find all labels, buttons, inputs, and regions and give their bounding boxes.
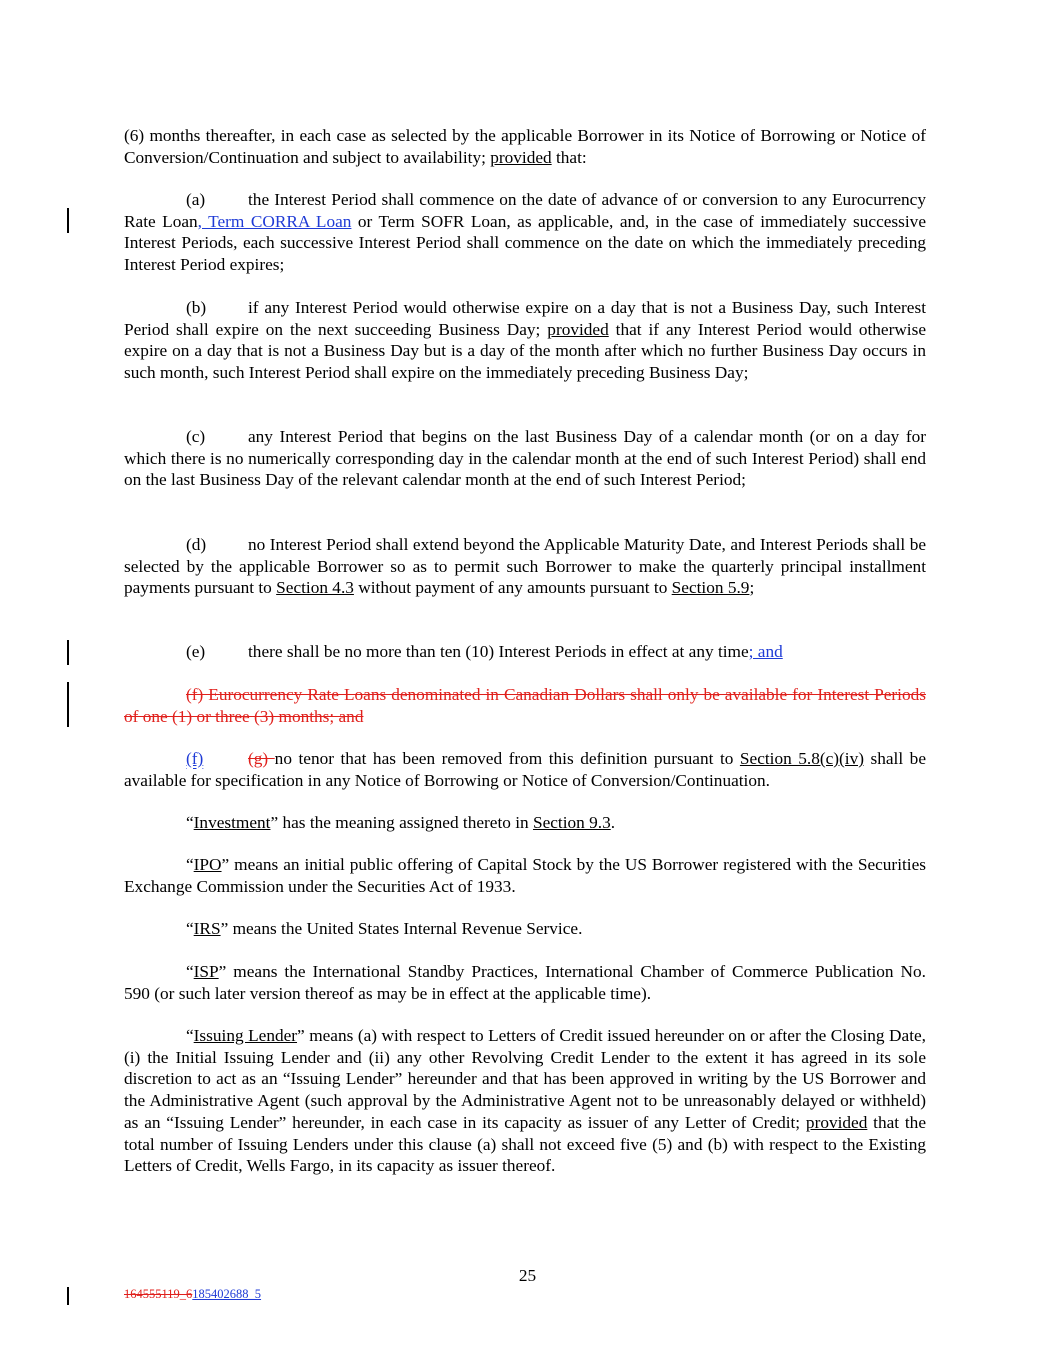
page-number: 25: [518, 1266, 537, 1285]
deleted-clause-label: (g): [248, 749, 275, 768]
definition-investment: “Investment” has the meaning assigned thereto in Section 9.3.: [186, 813, 616, 832]
provided-term: provided: [547, 319, 609, 339]
change-bar: [67, 682, 69, 727]
paragraph-continuation: (6) months thereafter, in each case as selected by the applicable Borrower in its Notice of Borrowing or Notice of Conversion/Continuation and subject to availability; provided that:: [124, 126, 926, 167]
section-reference[interactable]: Section 5.8(c)(iv): [739, 749, 864, 768]
defined-term: IPO: [193, 855, 222, 874]
definition-ipo: “IPO” means an initial public offering of Capital Stock by the US Borrower registered with the Securities Exchange Commission under the Securities Act of 1933.: [124, 855, 926, 896]
section-reference[interactable]: Section 5.9: [671, 578, 750, 598]
inserted-text: ; and: [748, 642, 783, 661]
inserted-doc-id: 185402688_5: [192, 1287, 262, 1301]
change-bar: [67, 1287, 69, 1305]
clause-e: (e) there shall be no more than ten (10) Interest Periods in effect at any time; and: [186, 642, 783, 661]
clause-f: (f) (g) no tenor that has been removed from this definition pursuant to Section 5.8(c)(iv) shall be available for specification in any Notice of Borrowing or Notice of Conversion/Continuation.: [124, 749, 926, 790]
defined-term: Investment: [193, 813, 271, 832]
clause-d: (d) no Interest Period shall extend beyond the Applicable Maturity Date, and Interest Periods shall be selected by the applicable Borrower so as to permit such Borrower to make the quarterly principal installment payments pursuant to Section 4.3 without payment of any amounts pursuant to Section 5.9;: [124, 535, 926, 598]
clause-label: (b): [186, 298, 207, 317]
defined-term: ISP: [193, 962, 219, 981]
definition-isp: “ISP” means the International Standby Practices, International Chamber of Commerce Publication No. 590 (or such later version thereof as may be in effect at the applicable time).: [124, 962, 926, 1003]
provided-term: provided: [490, 147, 552, 167]
deleted-doc-id: 164555119_6: [124, 1287, 193, 1301]
clause-b: (b) if any Interest Period would otherwise expire on a day that is not a Business Day, such Interest Period shall expire on the next succeeding Business Day; provided that if any Interest Period would otherwise expire on a day that is not a Business Day but is a day of the month after which no further Business Day occurs in such month, such Interest Period shall expire on the immediately preceding Business Day;: [124, 298, 927, 383]
change-bar: [67, 640, 69, 665]
clause-a: (a) the Interest Period shall commence on the date of advance of or conversion to any Eurocurrency Rate Loan, Term CORRA Loan or Term SOFR Loan, as applicable, and, in the case of immediately successive Interest Periods, each successive Interest Period shall commence on the date on which the immediately preceding Interest Period expires;: [124, 190, 926, 275]
clause-label: (e): [186, 642, 206, 661]
deleted-clause: (f) Eurocurrency Rate Loans denominated in Canadian Dollars shall only be available for Interest Periods of one (1) or three (3) months; and: [124, 685, 926, 726]
provided-term: provided: [805, 1112, 868, 1132]
section-reference[interactable]: Section 4.3: [276, 578, 354, 598]
definition-irs: “IRS” means the United States Internal Revenue Service.: [186, 919, 583, 938]
clause-label: (a): [186, 190, 206, 209]
section-reference[interactable]: Section 9.3: [532, 813, 611, 832]
defined-term: IRS: [193, 919, 221, 938]
defined-term: Issuing Lender: [193, 1026, 298, 1045]
clause-c: (c) any Interest Period that begins on the last Business Day of a calendar month (or on a day for which there is no numerically corresponding day in the calendar month at the end of such Interest Period) shall end on the last Business Day of the relevant calendar month at the end of such Interest Period;: [124, 427, 926, 490]
change-bar: [67, 208, 69, 233]
clause-label: (c): [186, 427, 206, 446]
definition-issuing-lender: “Issuing Lender” means (a) with respect to Letters of Credit issued hereunder on or after the Closing Date, (i) the Initial Issuing Lender and (ii) any other Revolving Credit Lender to the extent it has agreed in its sole discretion to act as an “Issuing Lender” hereunder and that has been approved in writing by the US Borrower and the Administrative Agent (such approval by the Administrative Agent not to be unreasonably delayed or withheld) as an “Issuing Lender” hereunder, in each case in its capacity as issuer of any Letter of Credit; provided that the total number of Issuing Lenders under this clause (a) shall not exceed five (5) and (b) with respect to the Existing Letters of Credit, Wells Fargo, in its capacity as issuer thereof.: [124, 1026, 927, 1176]
inserted-clause-label: (f): [186, 749, 204, 768]
inserted-text: , Term CORRA Loan: [197, 211, 352, 231]
document-id: [124, 1287, 261, 1302]
clause-label: (d): [186, 535, 207, 554]
